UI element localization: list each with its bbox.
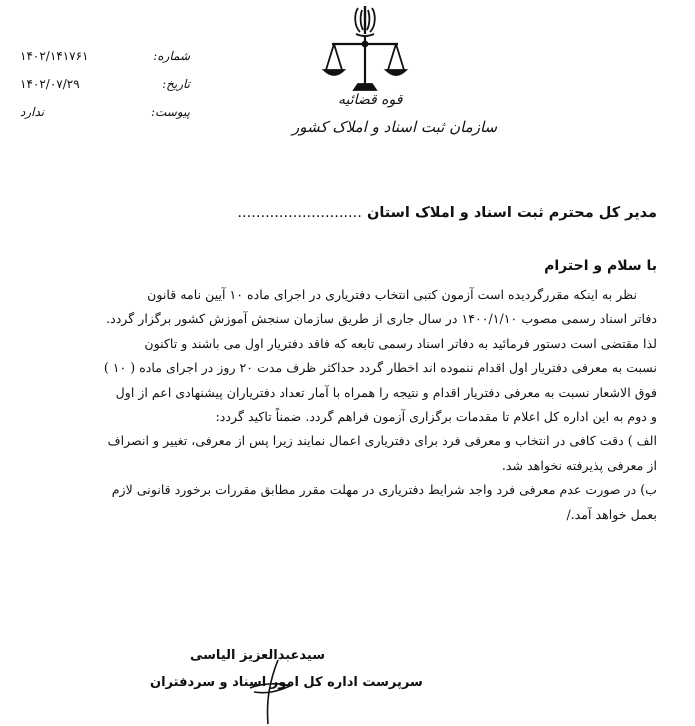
body-line: نسبت به معرفی دفتریار اول اقدام ننموده اند اخطار گردد حداکثر ظرف مدت ۲۰ روز در اجرای ماده ( ۱۰ ) [103,360,657,376]
attachment-label: پیوست: [150,105,190,119]
body-line: دفاتر اسناد رسمی مصوب ۱۴۰۰/۱/۱۰ در سال جاری از طریق سازمان سنجش آموزش کشور برگزار گردد. [106,311,657,327]
body-line: و دوم به این اداره کل اعلام تا مقدمات برگزاری آزمون فراهم گردد. ضمناً تاکید گردد: [215,409,657,425]
item-a-line: از معرفی پذیرفته نخواهد شد. [501,457,657,473]
greeting: با سلام و احترام [544,258,657,274]
meta-date-row [20,70,190,98]
date-label: تاریخ: [162,77,190,91]
body-line: فوق الاشعار نسبت به معرفی دفتریار اقدام و نتیجه را همراه با آمار تعداد دفتریاران پیشنهادی اعم از اول [115,384,657,400]
date-value: ۱۴۰۲/۰۷/۲۹ [20,77,80,91]
iran-emblem-scales-icon [320,4,410,96]
item-a-line: الف ) دقت کافی در انتخاب و معرفی فرد برای دفتریاری اعمال نمایند زیرا پس از معرفی، تغییر و انصراف [107,433,657,449]
item-b-line: بعمل خواهد آمد./ [566,506,657,522]
org-judiciary: قوه قضائیه [338,92,403,108]
recipient-title: مدیر کل محترم ثبت اسناد و املاک استان [366,205,657,221]
body-line: لذا مقتضی است دستور فرمائید به دفاتر اسناد رسمی تابعه که فاقد دفتریار اول می باشند و تاکنون [144,335,657,351]
item-b-line: ب) در صورت عدم معرفی فرد واجد شرایط دفتریاری در مهلت مقرر مطابق مقررات برخورد قانونی لازم [111,482,657,498]
recipient-line [237,205,657,221]
number-value: ۱۴۰۲/۱۴۱۷۶۱ [20,49,89,63]
meta-attachment-row [20,98,190,126]
number-label: شماره: [153,49,190,63]
meta-number-row [20,42,190,70]
letter-body [40,283,657,527]
org-registry-name: سازمان ثبت اسناد و املاک کشور [292,118,498,136]
letter-meta [20,42,190,126]
signatory-title: سرپرست اداره کل امور اسناد و سردفتران [150,675,423,690]
attachment-value: ندارد [20,105,45,119]
recipient-dots: ........................... [237,205,362,221]
signatory-name: سیدعبدالعزیز الیاسی [190,648,326,663]
body-line: نظر به اینکه مقررگردیده است آزمون کتبی انتخاب دفتریاری در اجرای ماده ۱۰ آیین نامه قانون [147,287,637,302]
